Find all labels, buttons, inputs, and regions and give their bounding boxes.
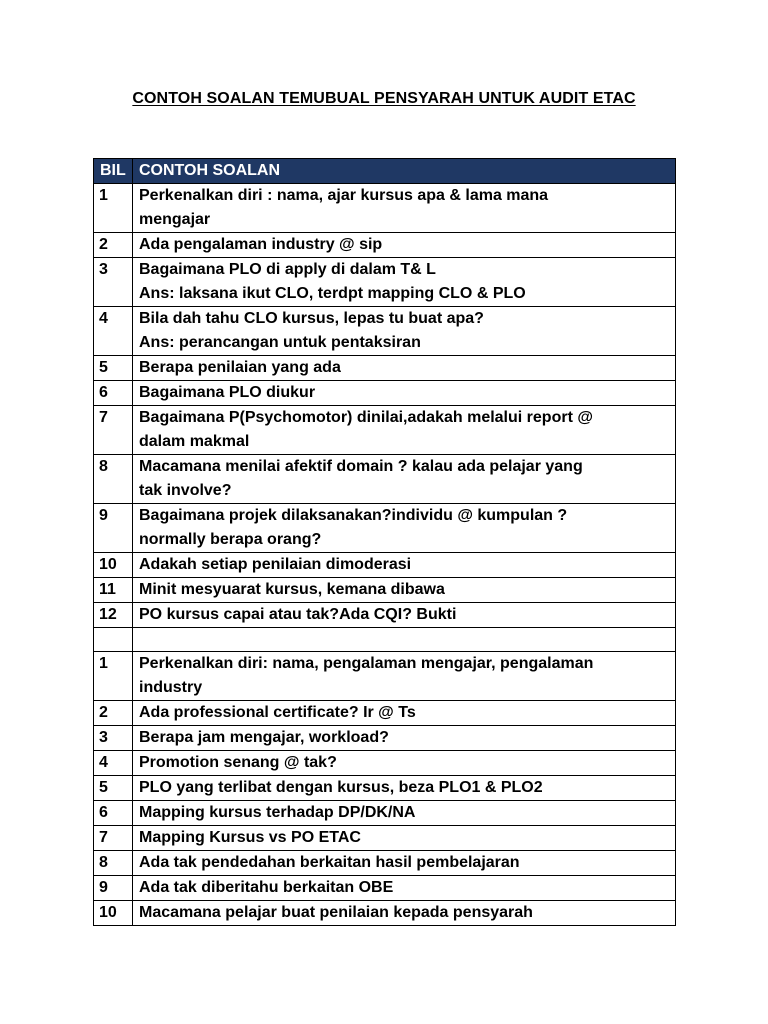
question-number: 5 xyxy=(94,776,133,801)
question-line: Ada tak pendedahan berkaitan hasil pembelajaran xyxy=(139,854,520,871)
question-number: 10 xyxy=(94,901,133,926)
question-text xyxy=(133,258,676,307)
question-line: Bagaimana projek dilaksanakan?individu @ kumpulan ? xyxy=(139,507,568,524)
table-row xyxy=(94,652,676,701)
question-line: Ans: perancangan untuk pentaksiran xyxy=(139,334,421,351)
question-text xyxy=(133,603,676,628)
question-number: 9 xyxy=(94,504,133,553)
table-row xyxy=(94,455,676,504)
question-text xyxy=(133,455,676,504)
question-number: 5 xyxy=(94,356,133,381)
table-row xyxy=(94,578,676,603)
empty-cell xyxy=(94,628,133,652)
question-text xyxy=(133,553,676,578)
question-number: 7 xyxy=(94,826,133,851)
question-line: Promotion senang @ tak? xyxy=(139,754,337,771)
section-separator-row xyxy=(94,628,676,652)
question-number: 10 xyxy=(94,553,133,578)
question-text xyxy=(133,652,676,701)
question-number: 3 xyxy=(94,258,133,307)
question-text xyxy=(133,901,676,926)
question-number: 6 xyxy=(94,381,133,406)
question-line: tak involve? xyxy=(139,482,232,499)
question-line: Mapping kursus terhadap DP/DK/NA xyxy=(139,804,416,821)
question-line: Ada pengalaman industry @ sip xyxy=(139,236,383,253)
question-number: 1 xyxy=(94,652,133,701)
question-number: 8 xyxy=(94,851,133,876)
question-line: Macamana pelajar buat penilaian kepada pensyarah xyxy=(139,904,533,921)
question-number: 3 xyxy=(94,726,133,751)
question-line: Bagaimana PLO di apply di dalam T& L xyxy=(139,261,436,278)
question-line: Bagaimana PLO diukur xyxy=(139,384,316,401)
question-text xyxy=(133,307,676,356)
table-row xyxy=(94,381,676,406)
question-text xyxy=(133,381,676,406)
question-text xyxy=(133,578,676,603)
question-line: Bagaimana P(Psychomotor) dinilai,adakah melalui report @ xyxy=(139,409,593,426)
empty-cell xyxy=(133,628,676,652)
question-line: Mapping Kursus vs PO ETAC xyxy=(139,829,361,846)
table-row xyxy=(94,901,676,926)
question-text xyxy=(133,776,676,801)
table-row xyxy=(94,776,676,801)
table-row xyxy=(94,826,676,851)
table-row xyxy=(94,751,676,776)
question-line: industry xyxy=(139,679,203,696)
question-number: 7 xyxy=(94,406,133,455)
question-text xyxy=(133,726,676,751)
table-body xyxy=(94,184,676,926)
question-number: 8 xyxy=(94,455,133,504)
table-row xyxy=(94,603,676,628)
question-number: 2 xyxy=(94,233,133,258)
question-number: 4 xyxy=(94,751,133,776)
question-number: 9 xyxy=(94,876,133,901)
column-header-question: CONTOH SOALAN xyxy=(133,159,676,184)
question-line: dalam makmal xyxy=(139,433,250,450)
question-line: mengajar xyxy=(139,211,211,228)
question-number: 12 xyxy=(94,603,133,628)
question-number: 6 xyxy=(94,801,133,826)
question-text xyxy=(133,504,676,553)
table-row xyxy=(94,851,676,876)
table-row xyxy=(94,258,676,307)
page-title: CONTOH SOALAN TEMUBUAL PENSYARAH UNTUK AUDIT ETAC xyxy=(132,90,636,107)
question-text xyxy=(133,233,676,258)
question-text xyxy=(133,406,676,455)
question-text xyxy=(133,184,676,233)
question-number: 1 xyxy=(94,184,133,233)
question-line: Adakah setiap penilaian dimoderasi xyxy=(139,556,412,573)
table-row xyxy=(94,701,676,726)
question-text xyxy=(133,826,676,851)
table-row xyxy=(94,356,676,381)
question-line: Minit mesyuarat kursus, kemana dibawa xyxy=(139,581,445,598)
question-number: 11 xyxy=(94,578,133,603)
question-text xyxy=(133,356,676,381)
column-header-bil: BIL xyxy=(94,159,133,184)
table-row xyxy=(94,504,676,553)
table-row xyxy=(94,876,676,901)
question-line: PO kursus capai atau tak?Ada CQI? Bukti xyxy=(139,606,457,623)
table-row xyxy=(94,406,676,455)
question-number: 4 xyxy=(94,307,133,356)
question-text xyxy=(133,701,676,726)
question-line: Berapa jam mengajar, workload? xyxy=(139,729,389,746)
table-row xyxy=(94,233,676,258)
table-header-row xyxy=(94,159,676,184)
table-row xyxy=(94,184,676,233)
question-text xyxy=(133,876,676,901)
question-line: Ans: laksana ikut CLO, terdpt mapping CLO & PLO xyxy=(139,285,526,302)
question-line: Bila dah tahu CLO kursus, lepas tu buat apa? xyxy=(139,310,484,327)
question-line: Macamana menilai afektif domain ? kalau ada pelajar yang xyxy=(139,458,583,475)
question-number: 2 xyxy=(94,701,133,726)
question-line: normally berapa orang? xyxy=(139,531,322,548)
question-line: Ada professional certificate? Ir @ Ts xyxy=(139,704,416,721)
question-line: Ada tak diberitahu berkaitan OBE xyxy=(139,879,394,896)
question-text xyxy=(133,751,676,776)
table-row xyxy=(94,553,676,578)
question-line: Perkenalkan diri : nama, ajar kursus apa & lama mana xyxy=(139,187,549,204)
table-row xyxy=(94,307,676,356)
questions-table xyxy=(93,158,676,926)
question-line: Berapa penilaian yang ada xyxy=(139,359,341,376)
question-text xyxy=(133,851,676,876)
question-line: PLO yang terlibat dengan kursus, beza PLO1 & PLO2 xyxy=(139,779,543,796)
question-line: Perkenalkan diri: nama, pengalaman mengajar, pengalaman xyxy=(139,655,594,672)
table-row xyxy=(94,801,676,826)
table-row xyxy=(94,726,676,751)
question-text xyxy=(133,801,676,826)
